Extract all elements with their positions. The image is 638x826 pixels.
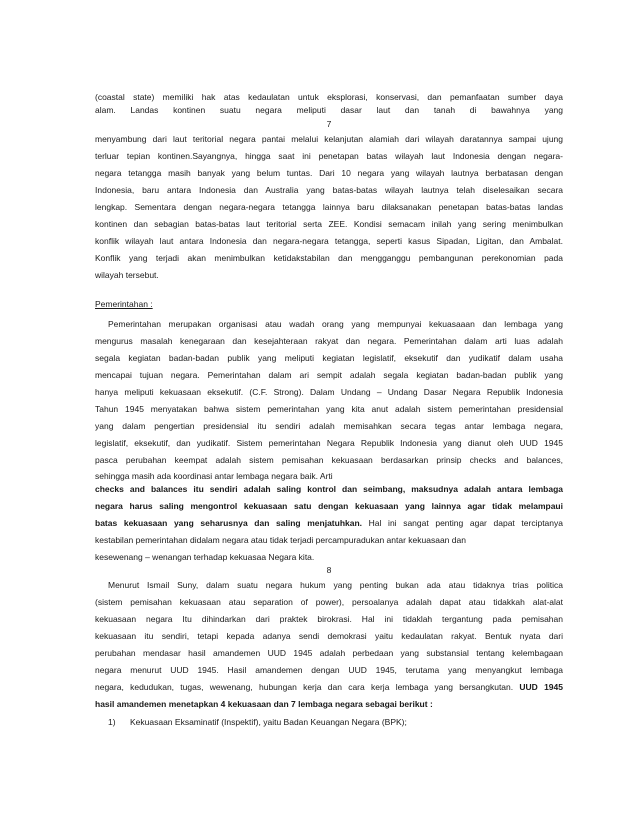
bold-text-line: hasil amandemen menetapkan 4 kekuasaan dan 7 lembaga negara sebagai berikut : — [95, 699, 433, 709]
list-item: Kekuasaan Eksaminatif (Inspektif), yaitu Badan Keuangan Negara (BPK); — [130, 717, 407, 727]
text-line: pasca perubahan keempat adalah sistem pemisahan kekuasaan berdasarkan prinsip checks and balances, — [95, 455, 563, 465]
text-line: kestabilan pemerintahan didalam negara atau tidak terjadi percampuradukan antar kekuasaan dan — [95, 535, 466, 545]
text-line: kekuasaan negara Itu dihindarkan dari praktek birokrasi. Hal ini tidaklah tergantung pada pemisahan — [95, 614, 563, 624]
text-line: perubahan mendasar hasil amandemen UUD 1945 adalah perbedaan yang substansial tentang kelembagaan — [95, 648, 563, 658]
text-line: legislatif, eksekutif, dan yudikatif. Sistem pemerintahan Negara Republik Indonesia yang dianut oleh UUD 1945 — [95, 438, 563, 448]
text-line: Tahun 1945 menyatakan bahwa sistem pemerintahan yang kita anut adalah sistem pemerintahan presidensial — [95, 404, 563, 414]
text-line: hanya meliputi kekuasaan eksekutif. (C.F. Strong). Dalam Undang – Undang Dasar Negara Republik Indonesia — [95, 387, 563, 397]
bold-text-line: negara harus saling mengontrol kekuasaan satu dengan kekuasaan yang lainnya agar tidak melampaui — [95, 501, 563, 511]
text-line: kesewenang – wenangan terhadap kekuasaa Negara kita. — [95, 552, 315, 562]
mixed-text-line — [95, 517, 563, 529]
text-line: negara menurut UUD 1945. Hasil amandemen dengan UUD 1945, terutama yang menyangkut lembaga — [95, 665, 563, 675]
text-line: lengkap. Sementara dengan negara-negara tetangga lainnya baru dilaksanakan penetapan batas-batas landas — [95, 202, 563, 212]
text-line: menyambung dari laut teritorial negara pantai melalui kelanjutan alamiah dari wilayah daratannya sampai ujung — [95, 134, 563, 144]
page-number: 8 — [326, 565, 332, 575]
text-line: kekuasaan itu sendiri, tetapi kepada adanya sendi demokrasi yaitu kedaulatan rakyat. Bentuk nyata dari — [95, 631, 563, 641]
text-line: konflik wilayah laut antara Indonesia dan negara-negara tetangga, seperti kasus Sipadan, Ligitan, dan Ambalat. — [95, 236, 563, 246]
text-line: sehingga masih ada koordinasi antar lembaga negara baik. Arti — [95, 471, 333, 481]
text-line: negara tetangga masih banyak yang belum tuntas. Dari 10 negara yang wilayah lautnya berbatasan dengan — [95, 168, 563, 178]
text-line: (coastal state) memiliki hak atas kedaulatan untuk eksplorasi, konservasi, dan pemanfaatan sumber daya — [95, 92, 563, 102]
bold-text-line: checks and balances itu sendiri adalah saling kontrol dan seimbang, maksudnya adalah antara lembaga — [95, 484, 563, 494]
text-line: Pemerintahan merupakan organisasi atau wadah orang yang mempunyai kekuasaaan dan lembaga yang — [108, 319, 563, 329]
text-line: Indonesia, baru antara Indonesia dan Australia yang batas-batas wilayah lautnya telah diselesaikan secara — [95, 185, 563, 195]
text-fragment: negara, kedudukan, tugas, wewenang, hubungan kerja dan cara kerja lembaga yang bersangkutan. — [95, 682, 514, 692]
text-line: alam. Landas kontinen suatu negara meliputi dasar laut dan tanah di bawahnya yang — [95, 105, 563, 115]
section-heading-line — [95, 298, 563, 310]
text-line: terluar tepian kontinen.Sayangnya, hingga saat ini penetapan batas wilayah laut Indonesia dengan negara- — [95, 151, 563, 161]
text-line: Konflik yang terjadi akan menimbulkan ketidakstabilan dan mengganggu pembangunan perekonomian pada — [95, 253, 563, 263]
text-line: Menurut Ismail Suny, dalam suatu negara hukum yang penting bukan ada atau tidaknya trias politica — [108, 580, 563, 590]
text-line: mengurus masalah kenegaraan dan kesejahteraan rakyat dan negara. Pemerintahan dalam arti luas adalah — [95, 336, 563, 346]
text-line: (sistem pemisahan kekuasaan atau separation of power), persoalanya adalah dapat atau tidakkah alat-alat — [95, 597, 563, 607]
text-line: segala kegiatan badan-badan publik yang meliputi kegiatan legislatif, eksekutif dan yudikatif dalam usaha — [95, 353, 563, 363]
text-line: yang dalam pengertian presidensial itu sendiri adalah memisahkan secara tegas antar lembaga negara, — [95, 421, 563, 431]
section-heading: Pemerintahan : — [95, 299, 153, 309]
list-number: 1) — [108, 717, 116, 727]
bold-text: UUD 1945 — [519, 682, 563, 692]
text-fragment: Hal ini sangat penting agar dapat terciptanya — [362, 518, 563, 528]
text-line: mencapai tujuan negara. Pemerintahan dalam ari sempit adalah segala kegiatan badan-badan publik yang — [95, 370, 563, 380]
bold-text: batas kekuasaan yang seharusnya dan saling menjatuhkan. — [95, 518, 363, 528]
text-line: kontinen dan sebagian batas-batas laut teritorial serta ZEE. Kondisi semacam inilah yang sering menimbulkan — [95, 219, 563, 229]
text-line: wilayah tersebut. — [95, 270, 159, 280]
mixed-text-line — [95, 681, 563, 693]
page-number: 7 — [326, 119, 332, 129]
